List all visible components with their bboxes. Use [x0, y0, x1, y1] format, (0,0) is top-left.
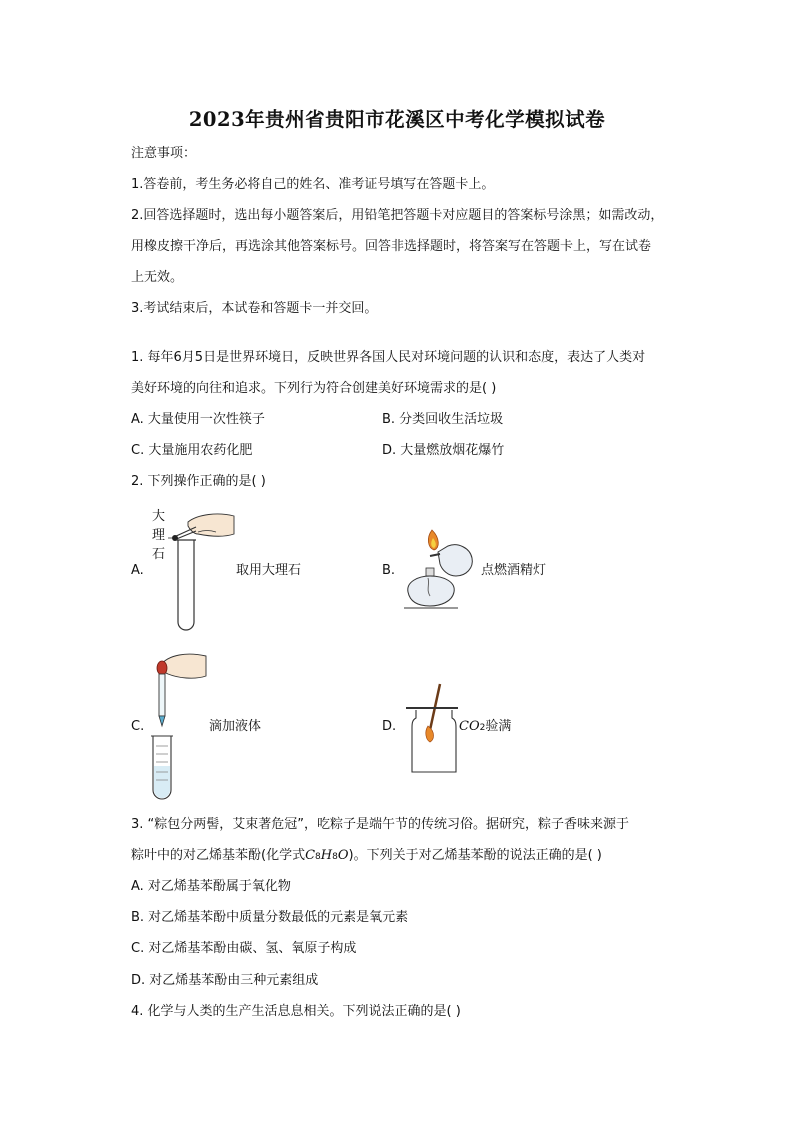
- q3-line2-prefix: 粽叶中的对乙烯基苯酚(化学式: [131, 848, 306, 863]
- q1-stem-line-2: 美好环境的向往和追求。下列行为符合创建美好环境需求的是( ): [131, 381, 497, 396]
- notice-item-3: 3.考试结束后，本试卷和答题卡一并交回。: [131, 301, 378, 316]
- q3-option-d: D. 对乙烯基苯酚由三种元素组成: [131, 973, 319, 988]
- dropper-test-tube-figure: [148, 650, 210, 802]
- q3-stem-line-1: 3. “粽包分两髻，艾束著危冠”，吃粽子是端午节的传统习俗。据研究，粽子香味来源于: [131, 817, 630, 832]
- formula-oxygen: O: [337, 848, 349, 863]
- q2-option-c-label: 滴加液体: [209, 719, 262, 734]
- formula-hydrogen: H: [320, 848, 333, 863]
- alcohol-lamp-figure: [400, 524, 480, 614]
- q2-a-caption-char: 理: [152, 528, 166, 543]
- notice-item-2-line-2: 用橡皮擦干净后，再选涂其他答案标号。回答非选择题时，将答案写在答题卡上，写在试卷: [131, 239, 652, 254]
- q1-option-c: C. 大量施用农药化肥: [131, 443, 253, 458]
- q3-line2-suffix: )。下列关于对乙烯基苯酚的说法正确的是( ): [348, 848, 602, 863]
- q2-stem: 2. 下列操作正确的是( ): [131, 474, 266, 489]
- q2-option-a-letter: A.: [131, 563, 144, 578]
- q3-option-b: B. 对乙烯基苯酚中质量分数最低的元素是氧元素: [131, 910, 409, 925]
- formula-carbon: C: [305, 848, 316, 863]
- test-tube-marble-figure: [168, 510, 240, 635]
- notice-heading: 注意事项：: [131, 146, 197, 161]
- co2-formula-c-o: CO: [459, 719, 480, 734]
- q3-option-a: A. 对乙烯基苯酚属于氧化物: [131, 879, 291, 894]
- notice-item-1: 1.答卷前，考生务必将自己的姓名、准考证号填写在答题卡上。: [131, 177, 495, 192]
- q2-option-b-letter: B.: [382, 563, 396, 578]
- q1-option-b: B. 分类回收生活垃圾: [382, 412, 504, 427]
- q2-option-c-letter: C.: [131, 719, 145, 734]
- co2-formula-subscript: 2: [479, 723, 486, 733]
- notice-item-2-line-3: 上无效。: [131, 270, 184, 285]
- q1-stem-line-1: 1. 每年6月5日是世界环境日，反映世界各国人民对环境问题的认识和态度，表达了人类对: [131, 350, 646, 365]
- q1-option-d: D. 大量燃放烟花爆竹: [382, 443, 505, 458]
- co2-label-rest: 验满: [485, 719, 512, 734]
- q2-option-b-label: 点燃酒精灯: [481, 563, 547, 578]
- q2-option-a-label: 取用大理石: [236, 563, 302, 578]
- q2-option-d-letter: D.: [382, 719, 397, 734]
- q2-option-d-label: [459, 718, 511, 737]
- q3-option-c: C. 对乙烯基苯酚由碳、氢、氧原子构成: [131, 941, 357, 956]
- co2-full-test-figure: [402, 680, 462, 774]
- q1-option-a: A. 大量使用一次性筷子: [131, 412, 265, 427]
- q2-a-caption-char: 石: [152, 547, 166, 562]
- q2-a-caption-char: 大: [152, 509, 166, 524]
- q4-stem: 4. 化学与人类的生产生活息息相关。下列说法正确的是( ): [131, 1004, 461, 1019]
- q3-stem-line-2: [131, 847, 602, 866]
- page-title: 2023年贵州省贵阳市花溪区中考化学模拟试卷: [188, 108, 606, 131]
- formula-hydrogen-count: 8: [332, 852, 338, 862]
- q2-a-figure-caption: [152, 507, 165, 564]
- formula-carbon-count: 8: [315, 852, 321, 862]
- notice-item-2-line-1: 2.回答选择题时，选出每小题答案后，用铅笔把答题卡对应题目的答案标号涂黑；如需改动，: [131, 208, 664, 223]
